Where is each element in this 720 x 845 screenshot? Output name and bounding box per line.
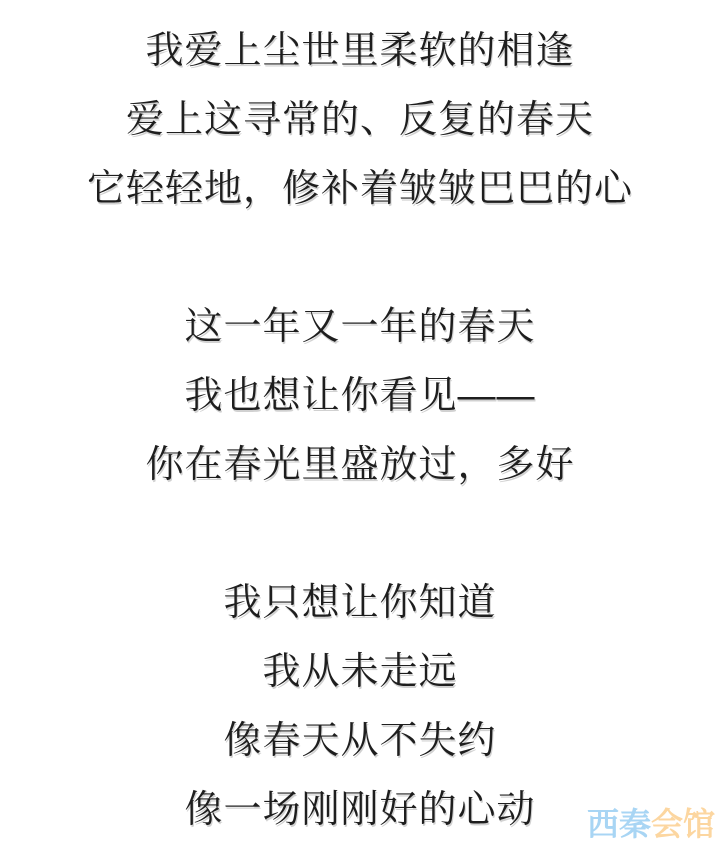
poem-line: 像一场刚刚好的心动 bbox=[184, 789, 536, 831]
poem-line: 像春天从不失约 bbox=[223, 720, 497, 762]
poem-stanza-3 bbox=[0, 569, 720, 845]
poem-line: 它轻轻地，修补着皱皱巴巴的心 bbox=[86, 168, 633, 210]
watermark-text-xiqin: 西秦 bbox=[586, 805, 651, 842]
poem-line: 我也想让你看见—— bbox=[184, 375, 536, 417]
poem-line: 这一年又一年的春天 bbox=[184, 306, 536, 348]
poem-stanza-1 bbox=[0, 17, 720, 224]
watermark-text-huiguan: 会馆 bbox=[650, 805, 715, 842]
poem-line: 我爱上尘世里柔软的相逢 bbox=[145, 30, 575, 72]
poem-line: 我从未走远 bbox=[262, 651, 458, 693]
watermark bbox=[587, 807, 715, 842]
poem-line: 我只想让你知道 bbox=[223, 582, 497, 624]
poem-stanza-2 bbox=[0, 293, 720, 500]
poem-line: 爱上这寻常的、反复的春天 bbox=[125, 99, 594, 141]
poem-line: 你在春光里盛放过，多好 bbox=[145, 444, 575, 486]
